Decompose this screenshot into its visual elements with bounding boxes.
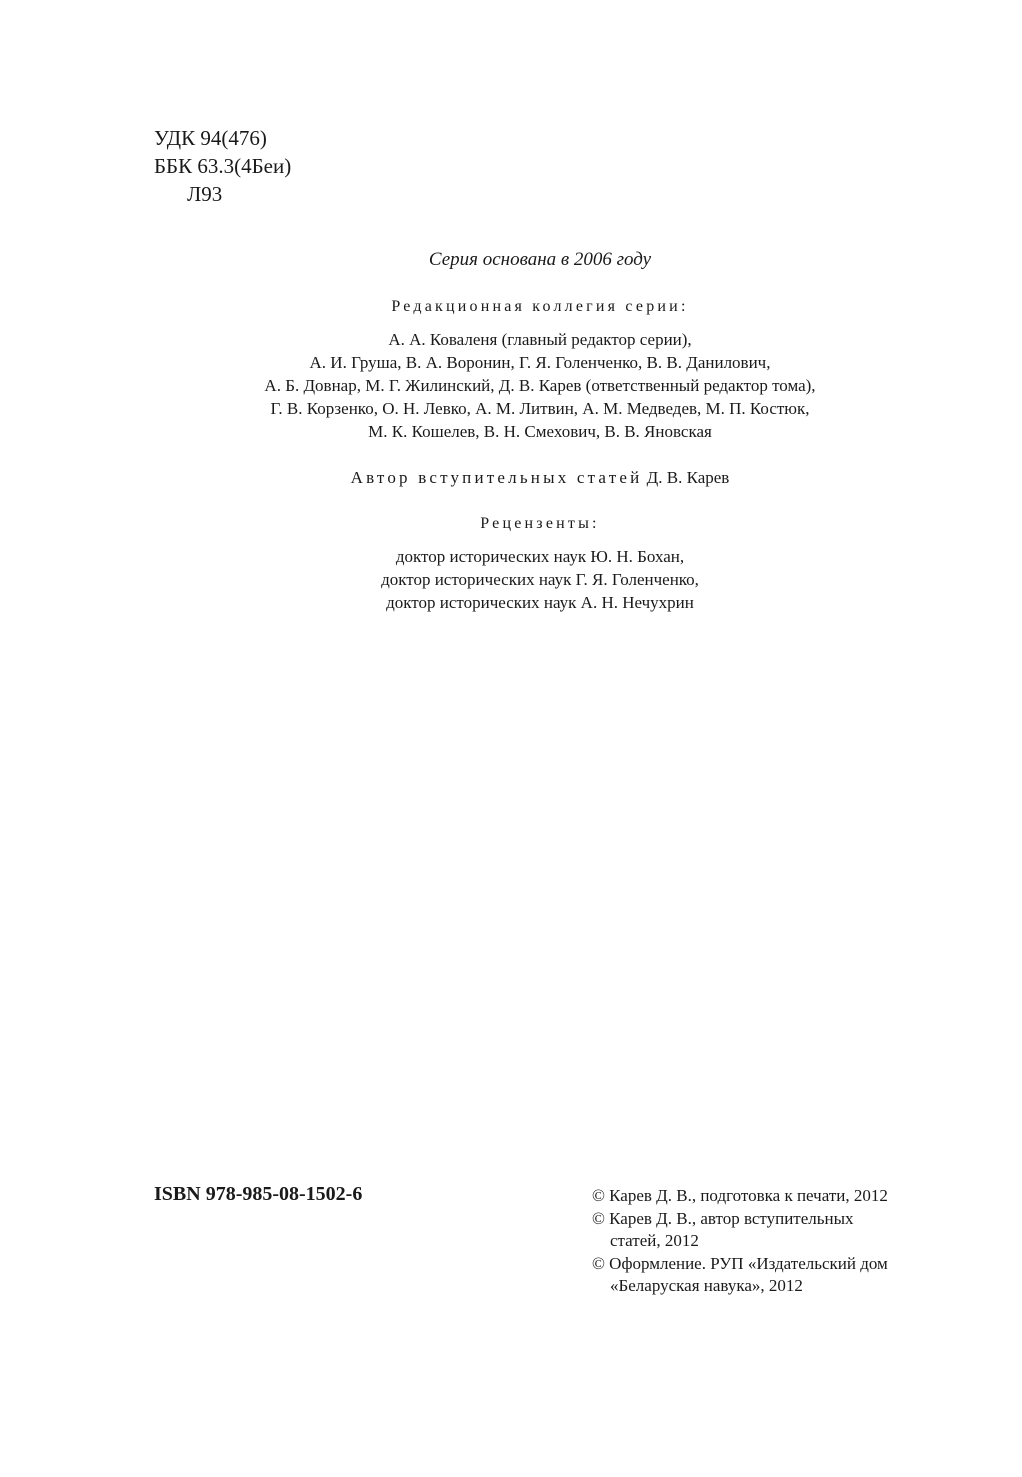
bbk-code: ББК 63.3(4Беи) [154,154,292,178]
copyright-entry: © Карев Д. В., автор вступительных [592,1208,854,1228]
board-member-line: А. И. Груша, В. А. Воронин, Г. Я. Голенченко, В. В. Данилович, [309,353,771,372]
copyright-entry: © Оформление. РУП «Издательский дом [592,1253,888,1273]
classification-codes [154,124,291,208]
author-line [0,466,1022,489]
reviewer-line: доктор исторических наук Ю. Н. Бохан, [395,547,685,566]
board-member-line: А. Б. Довнар, М. Г. Жилинский, Д. В. Карев (ответственный редактор тома), [264,376,816,395]
reviewer-line: доктор исторических наук Г. Я. Голенченко, [381,570,699,589]
board-member-line: Г. В. Корзенко, О. Н. Левко, А. М. Литвин, А. М. Медведев, М. П. Костюк, [270,399,810,418]
reviewer-line: доктор исторических наук А. Н. Нечухрин [386,593,694,612]
board-member-line: А. А. Коваленя (главный редактор серии), [388,330,692,349]
board-member-line: М. К. Кошелев, В. Н. Смехович, В. В. Яновская [368,422,712,441]
copyright-entry-continuation: «Беларуская навука», 2012 [610,1276,803,1295]
editorial-board-heading: Редакционная коллегия серии: [391,298,689,315]
reviewers-heading: Рецензенты: [480,515,600,532]
copyright-entry: © Карев Д. В., подготовка к печати, 2012 [592,1186,888,1205]
author-name: Д. В. Карев [646,468,730,487]
author-label: Автор вступительных статей [350,468,643,487]
copyright-notices [592,1185,992,1298]
udk-code: УДК 94(476) [154,126,267,150]
series-note: Серия основана в 2006 году [428,249,652,270]
isbn: ISBN 978-985-08-1502-6 [154,1183,363,1205]
reviewers-list [0,545,1022,614]
copyright-entry-continuation: статей, 2012 [610,1231,699,1250]
author-mark: Л93 [187,182,223,206]
editorial-board-members [0,328,1022,443]
